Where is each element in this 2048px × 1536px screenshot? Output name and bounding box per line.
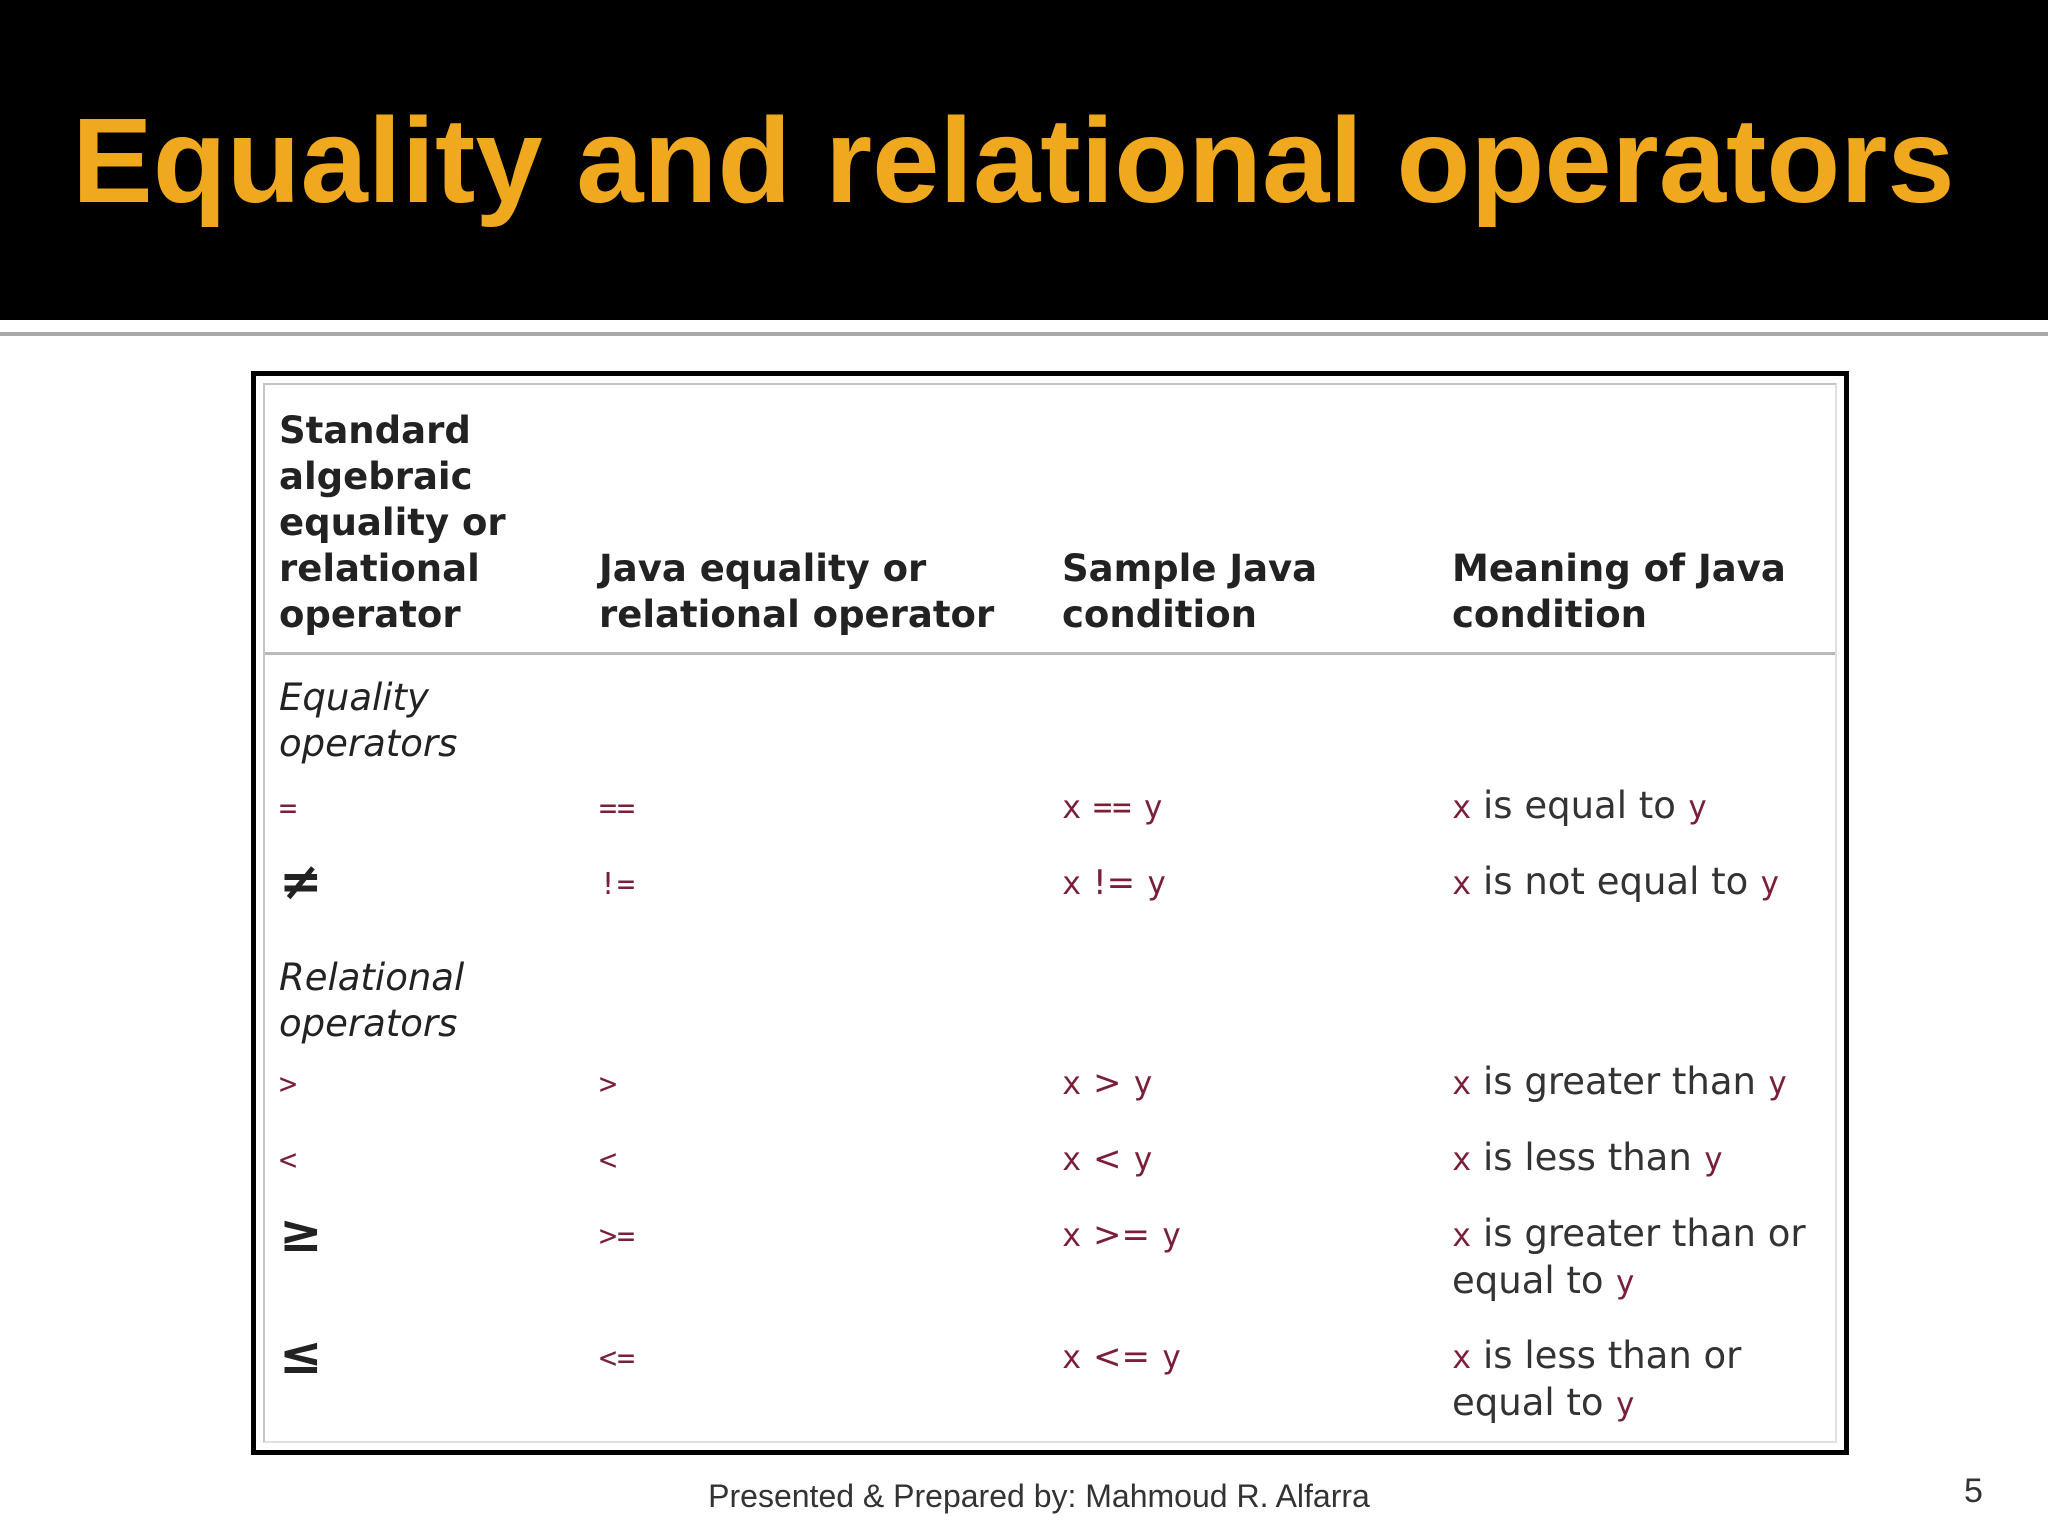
condition-meaning: x is less than y xyxy=(1452,1136,1723,1179)
group-row-relational xyxy=(265,935,1835,1059)
sample-condition: x >= y xyxy=(1062,1215,1182,1255)
java-operator: != xyxy=(599,867,636,902)
operators-table-figure xyxy=(251,371,1849,1455)
condition-meaning: x is greater than y xyxy=(1452,1060,1788,1103)
operators-table-border xyxy=(263,383,1837,1443)
table-row xyxy=(265,1135,1835,1211)
operators-table xyxy=(265,385,1835,1455)
group-row-equality xyxy=(265,653,1835,783)
sample-condition: x > y xyxy=(1062,1063,1153,1103)
sample-condition: x != y xyxy=(1062,863,1167,903)
algebraic-operator: < xyxy=(279,1143,298,1178)
table-row xyxy=(265,1059,1835,1135)
condition-meaning: x is greater than or equal to y xyxy=(1452,1212,1806,1302)
condition-meaning: x is less than or equal to y xyxy=(1452,1334,1742,1424)
table-row xyxy=(265,1211,1835,1333)
java-operator: < xyxy=(599,1143,618,1178)
algebraic-operator: ≥ xyxy=(279,1204,323,1264)
condition-meaning: x is not equal to y xyxy=(1452,860,1780,903)
header-algebraic: Standard algebraic equality or relational operator xyxy=(265,385,585,653)
header-java-operator: Java equality or relational operator xyxy=(585,385,1048,653)
group-label-text: Relational operators xyxy=(279,956,465,1045)
algebraic-operator: = xyxy=(279,791,298,826)
slide-title: Equality and relational operators xyxy=(72,92,1955,228)
page-number: 5 xyxy=(1964,1472,1983,1510)
slide-footer: Presented & Prepared by: Mahmoud R. Alfarra xyxy=(708,1478,1370,1514)
group-label xyxy=(265,935,1835,1059)
algebraic-operator: > xyxy=(279,1067,298,1102)
sample-condition: x <= y xyxy=(1062,1337,1182,1377)
header-meaning: Meaning of Java condition xyxy=(1438,385,1835,653)
java-operator: >= xyxy=(599,1219,636,1254)
algebraic-operator: ≠ xyxy=(279,852,323,912)
title-divider xyxy=(0,332,2048,336)
header-sample-condition: Sample Java condition xyxy=(1048,385,1438,653)
group-label xyxy=(265,653,1835,783)
condition-meaning: x is equal to y xyxy=(1452,784,1707,827)
group-label-text: Equality operators xyxy=(279,675,458,765)
title-band xyxy=(0,0,2048,320)
java-operator: > xyxy=(599,1067,618,1102)
sample-condition: x < y xyxy=(1062,1139,1153,1179)
table-header-row xyxy=(265,385,1835,653)
java-operator: == xyxy=(599,791,636,826)
java-operator: <= xyxy=(599,1341,636,1376)
algebraic-operator: ≤ xyxy=(279,1326,323,1386)
table-row xyxy=(265,783,1835,859)
sample-condition: x == y xyxy=(1062,788,1163,826)
table-row xyxy=(265,1333,1835,1455)
table-row xyxy=(265,859,1835,935)
